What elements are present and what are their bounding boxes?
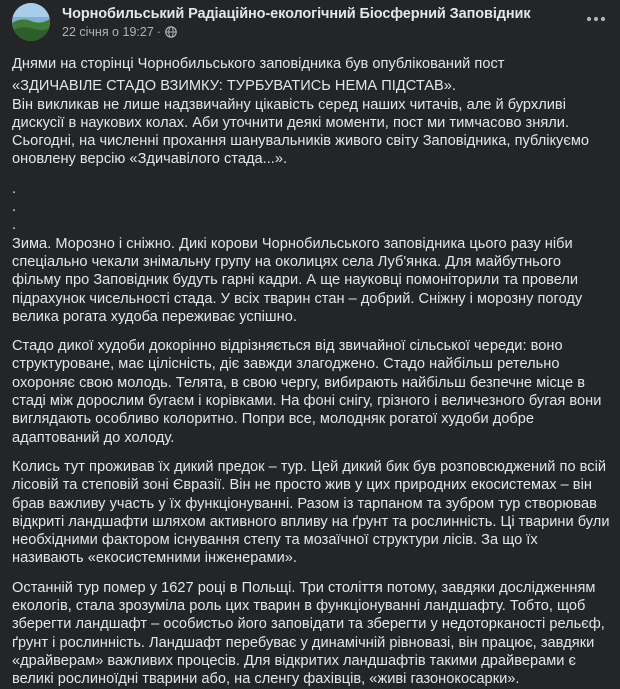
page-name-link[interactable]: Чорнобильський Радіаційно-екологічний Біосферний Заповідник: [62, 6, 531, 22]
post-paragraph-3: Колись тут проживав їх дикий предок – тур. Цей дикий бик був розповсюджений по всій лісовій та степовій зоні Євразії. Він не просто жив у цих природних екосистемах – він брав важливу участь у їх функціонуванні. Разом із тарпаном та зубром тур створював відкриті ландшафти шляхом активного впливу на ґрунт та рослинність. Ці тварини були необхідними фактором існування степу та мозаїчної структури лісів. За що їх називають «екосистемними інженерами».: [12, 458, 610, 567]
more-horizontal-icon: [586, 16, 606, 22]
post-timestamp[interactable]: 22 січня о 19:27: [62, 25, 154, 39]
post-paragraph-2: Стадо дикої худоби докорінно відрізняється від звичайної сільської череди: воно структуроване, має цілісність, діє завжди злагоджено. Стадо найбільш ретельно охороняє свою молодь. Телята, в свою чергу, вибирають найбільш безпечне місце в стаді між дорослим бугаєм і корівками. На фоні снігу, грізного і величезного бугая вони виглядають особливо колоритно. Попри все, молодняк рогатої худоби добре адаптований до холоду.: [12, 338, 602, 446]
post-header: [0, 0, 620, 44]
post-quote-block: «ЗДИЧАВІЛЕ СТАДО ВЗИМКУ: ТУРБУВАТИСЬ НЕМА ПІДСТАВ». Він викликав не лише надзвичайну цікавість серед наших читачів, але й бурхливі дискусії в наукових колах. Аби уточнити деякі моменти, пост ми тимчасово зняли. Сьогодні, на численні прохання шанувальників живого світу Заповідника, публікуємо оновлену версію «Здичавілого стада...».: [12, 78, 590, 168]
post-dots: . . .: [12, 180, 17, 234]
post-paragraph-1: Зима. Морозно і сніжно. Дикі корови Чорнобильського заповідника цього разу ніби спеціально чекали знімальну групу на околицях села Луб'янка. Для майбутнього фільму про Заповідник будуть гарні кадри. А ще науковці помоніторили та провели підрахунок чисельності стада. У всіх тварин стан – добрий. Сніжну і морозну погоду велика рогата худоба переживає успішно.: [12, 235, 583, 325]
meta-separator: ·: [156, 25, 161, 39]
globe-icon: [165, 26, 177, 38]
more-options-button[interactable]: [580, 6, 612, 32]
post-intro: Днями на сторінці Чорнобильського заповідника був опублікований пост: [12, 56, 505, 72]
post-text: [12, 44, 610, 689]
page-avatar[interactable]: [12, 3, 50, 41]
post-paragraph-4: Останній тур помер у 1627 році в Польщі. Три століття потому, завдяки дослідженням екологів, стала зрозуміла роль цих тварин в функціонуванні ландшафту. Тобто, щоб зберегти ландшафт – особистьо його заповідати та зберегти у недоторканості рельєф, ґрунт і рослинність. Ландшафт перебуває у динамічній рівновазі, він працює, завдяки «драйверам» важливих процесів. Для відкритих ландшафтів такими драйверами є великі рослиноїдні тварини або, на сленгу фахівців, «живі газонокосарки».: [12, 579, 605, 688]
post-meta: [62, 25, 177, 39]
